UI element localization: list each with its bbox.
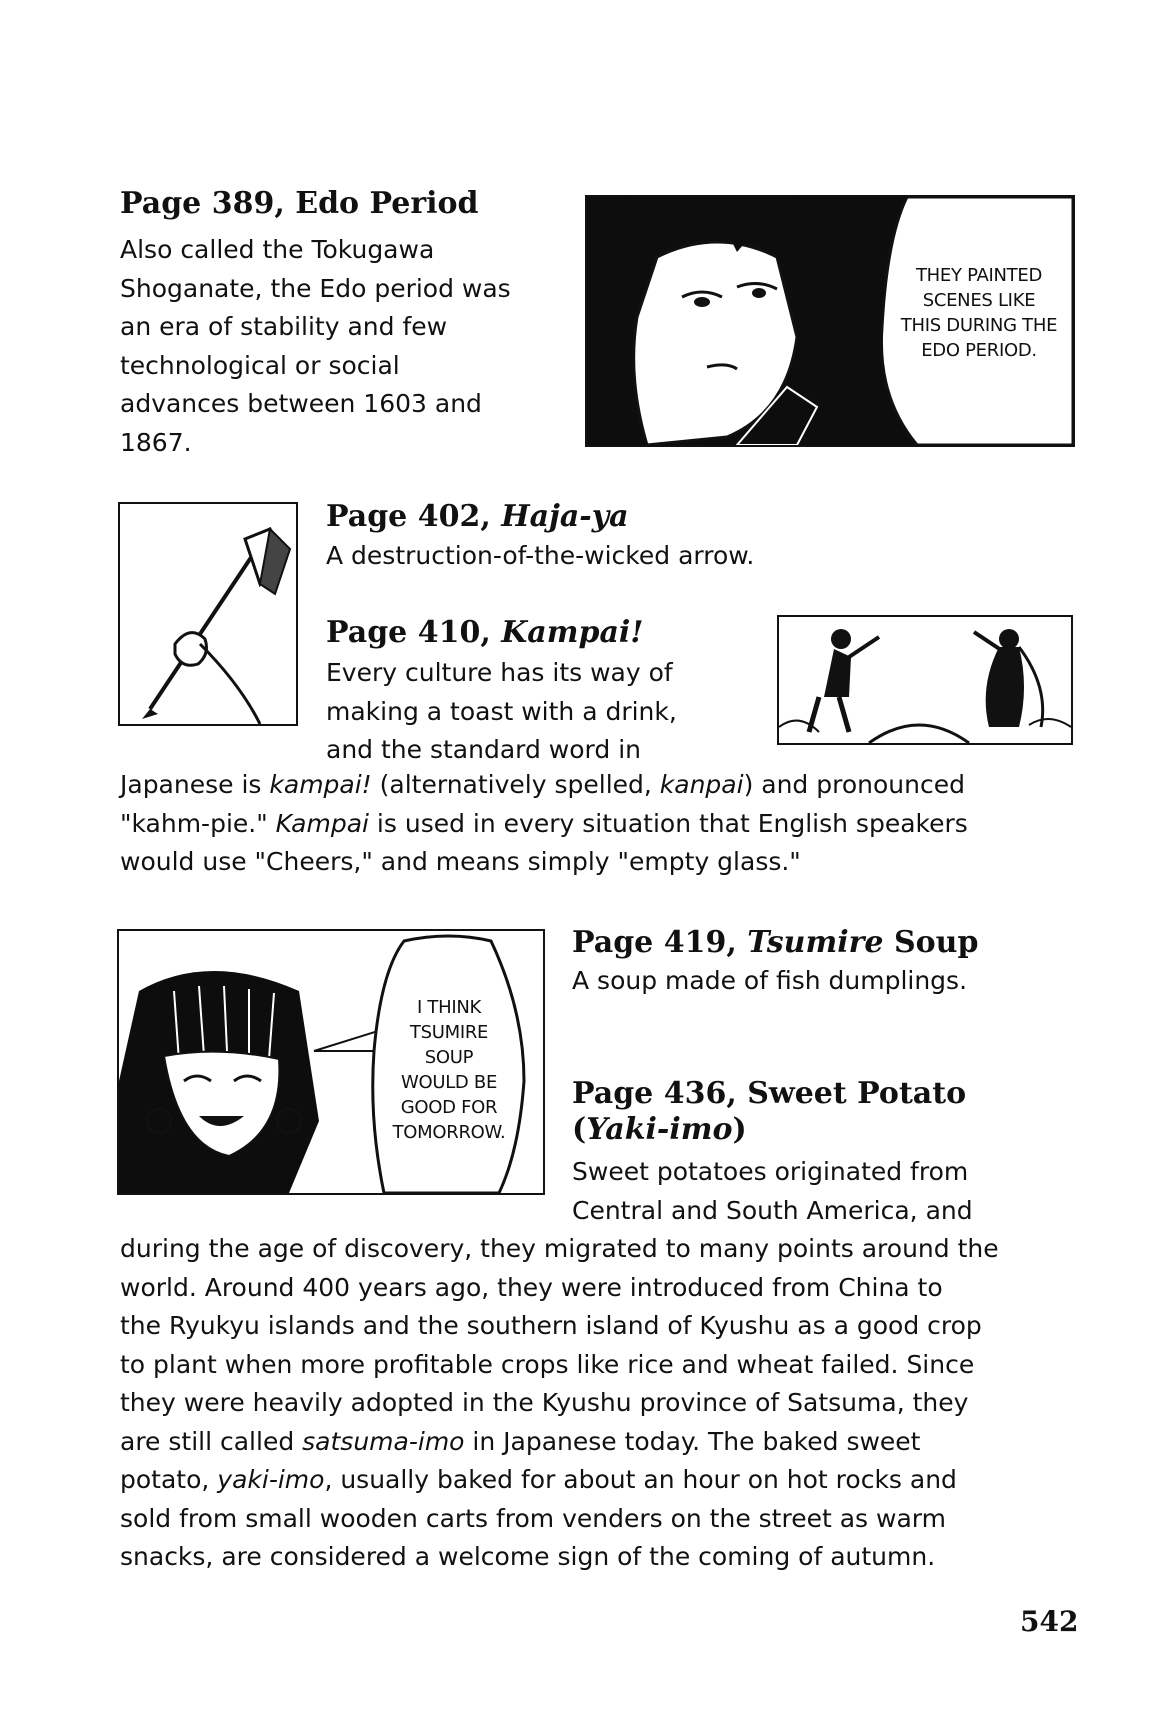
text-line: making a toast with a drink, — [326, 696, 677, 726]
text-line: the Ryukyu islands and the southern island of Kyushu as a good crop — [120, 1311, 982, 1340]
text-run: ) and pronounced — [743, 770, 965, 799]
text-line: sold from small wooden carts from venders on the street as warm — [120, 1503, 946, 1533]
text-run-italic: satsuma-imo — [302, 1426, 465, 1456]
heading-tsumire-soup — [572, 925, 978, 961]
heading-edo-period: Page 389, Edo Period — [120, 186, 479, 221]
text-run-italic: yaki-imo — [217, 1465, 325, 1494]
bubble-line: TOMORROW. — [392, 1122, 506, 1143]
manga-panel-arrow — [118, 502, 298, 726]
text-run: is used in every situation that English speakers — [368, 808, 968, 838]
text-line: during the age of discovery, they migrated to many points around the — [120, 1234, 999, 1263]
text-run: (alternatively spelled, — [371, 770, 660, 799]
text-line: 1867. — [120, 427, 192, 457]
speech-bubble-tsumire — [374, 995, 524, 1145]
text-line: Shoganate, the Edo period was — [120, 273, 511, 303]
text-line — [120, 766, 968, 805]
text-sweet-potato-wide — [120, 1230, 999, 1577]
bubble-line: GOOD FOR — [400, 1097, 498, 1118]
toast-illustration — [779, 617, 1071, 743]
heading-kampai — [326, 615, 643, 651]
text-line: world. Around 400 years ago, they were introduced from China to — [120, 1272, 943, 1302]
heading-term: Haja-ya — [501, 499, 629, 534]
text-line: would use "Cheers," and means simply "empty glass." — [120, 847, 801, 876]
text-line: technological or social — [120, 350, 400, 380]
text-run: in Japanese today. The baked sweet — [464, 1426, 921, 1456]
text-tsumire-soup: A soup made of fish dumplings. — [572, 966, 968, 995]
bubble-line: SOUP — [424, 1047, 474, 1068]
bubble-line: I THINK — [416, 997, 482, 1018]
text-line: advances between 1603 and — [120, 389, 482, 418]
text-run-italic: Kampai — [275, 808, 369, 838]
bubble-line: SCENES LIKE — [922, 290, 1036, 311]
text-run: are still called — [120, 1426, 303, 1456]
text-line: to plant when more profitable crops like rice and wheat failed. Since — [120, 1349, 975, 1379]
text-kampai-narrow — [326, 654, 677, 770]
text-run-italic: kampai! — [269, 770, 372, 799]
heading-term: Tsumire — [747, 925, 884, 960]
manga-panel-edo — [585, 195, 1075, 447]
text-line — [120, 1461, 999, 1500]
text-run: Japanese is — [120, 770, 270, 799]
text-haja-ya: A destruction-of-the-wicked arrow. — [326, 541, 755, 570]
text-line: Central and South America, and — [572, 1195, 973, 1225]
arrow-illustration — [120, 504, 296, 724]
text-line: an era of stability and few — [120, 312, 448, 341]
text-line — [120, 1423, 999, 1462]
heading-run: ) — [732, 1112, 747, 1147]
text-line: they were heavily adopted in the Kyushu province of Satsuma, they — [120, 1388, 969, 1417]
text-run-italic: kanpai — [659, 770, 744, 799]
page-number: 542 — [1020, 1605, 1079, 1638]
heading-prefix: Page 419, — [572, 925, 748, 960]
text-kampai-wide — [120, 766, 968, 882]
bubble-line: WOULD BE — [400, 1072, 498, 1093]
bubble-line: TSUMIRE — [409, 1022, 489, 1043]
heading-term: Kampai! — [501, 615, 644, 650]
heading-prefix: Page 402, — [326, 499, 502, 534]
heading-prefix: Page 410, — [326, 615, 502, 650]
text-line: Every culture has its way of — [326, 658, 673, 687]
text-run: , usually baked for about an hour on hot rocks and — [324, 1465, 957, 1494]
heading-line — [572, 1112, 966, 1148]
text-line — [120, 805, 968, 844]
heading-line: Page 436, Sweet Potato — [572, 1076, 967, 1111]
text-run: potato, — [120, 1465, 218, 1494]
manga-panel-toast — [777, 615, 1073, 745]
bubble-line: THIS DURING THE — [900, 315, 1058, 336]
heading-sweet-potato — [572, 1076, 966, 1148]
heading-run: ( — [572, 1112, 587, 1147]
text-line: snacks, are considered a welcome sign of the coming of autumn. — [120, 1542, 936, 1571]
text-line: Also called the Tokugawa — [120, 235, 435, 264]
text-run: "kahm-pie." — [120, 808, 276, 838]
manga-panel-girl — [117, 929, 545, 1195]
speech-bubble-edo — [889, 263, 1069, 363]
heading-suffix: Soup — [883, 925, 979, 960]
text-edo-period — [120, 231, 511, 462]
text-sweet-potato-narrow — [572, 1153, 973, 1230]
bubble-line: THEY PAINTED — [915, 265, 1043, 286]
bubble-line: EDO PERIOD. — [921, 340, 1037, 361]
heading-haja-ya — [326, 499, 629, 535]
text-line: Sweet potatoes originated from — [572, 1157, 969, 1186]
heading-term: Yaki-imo — [586, 1112, 733, 1147]
text-line: and the standard word in — [326, 735, 641, 764]
